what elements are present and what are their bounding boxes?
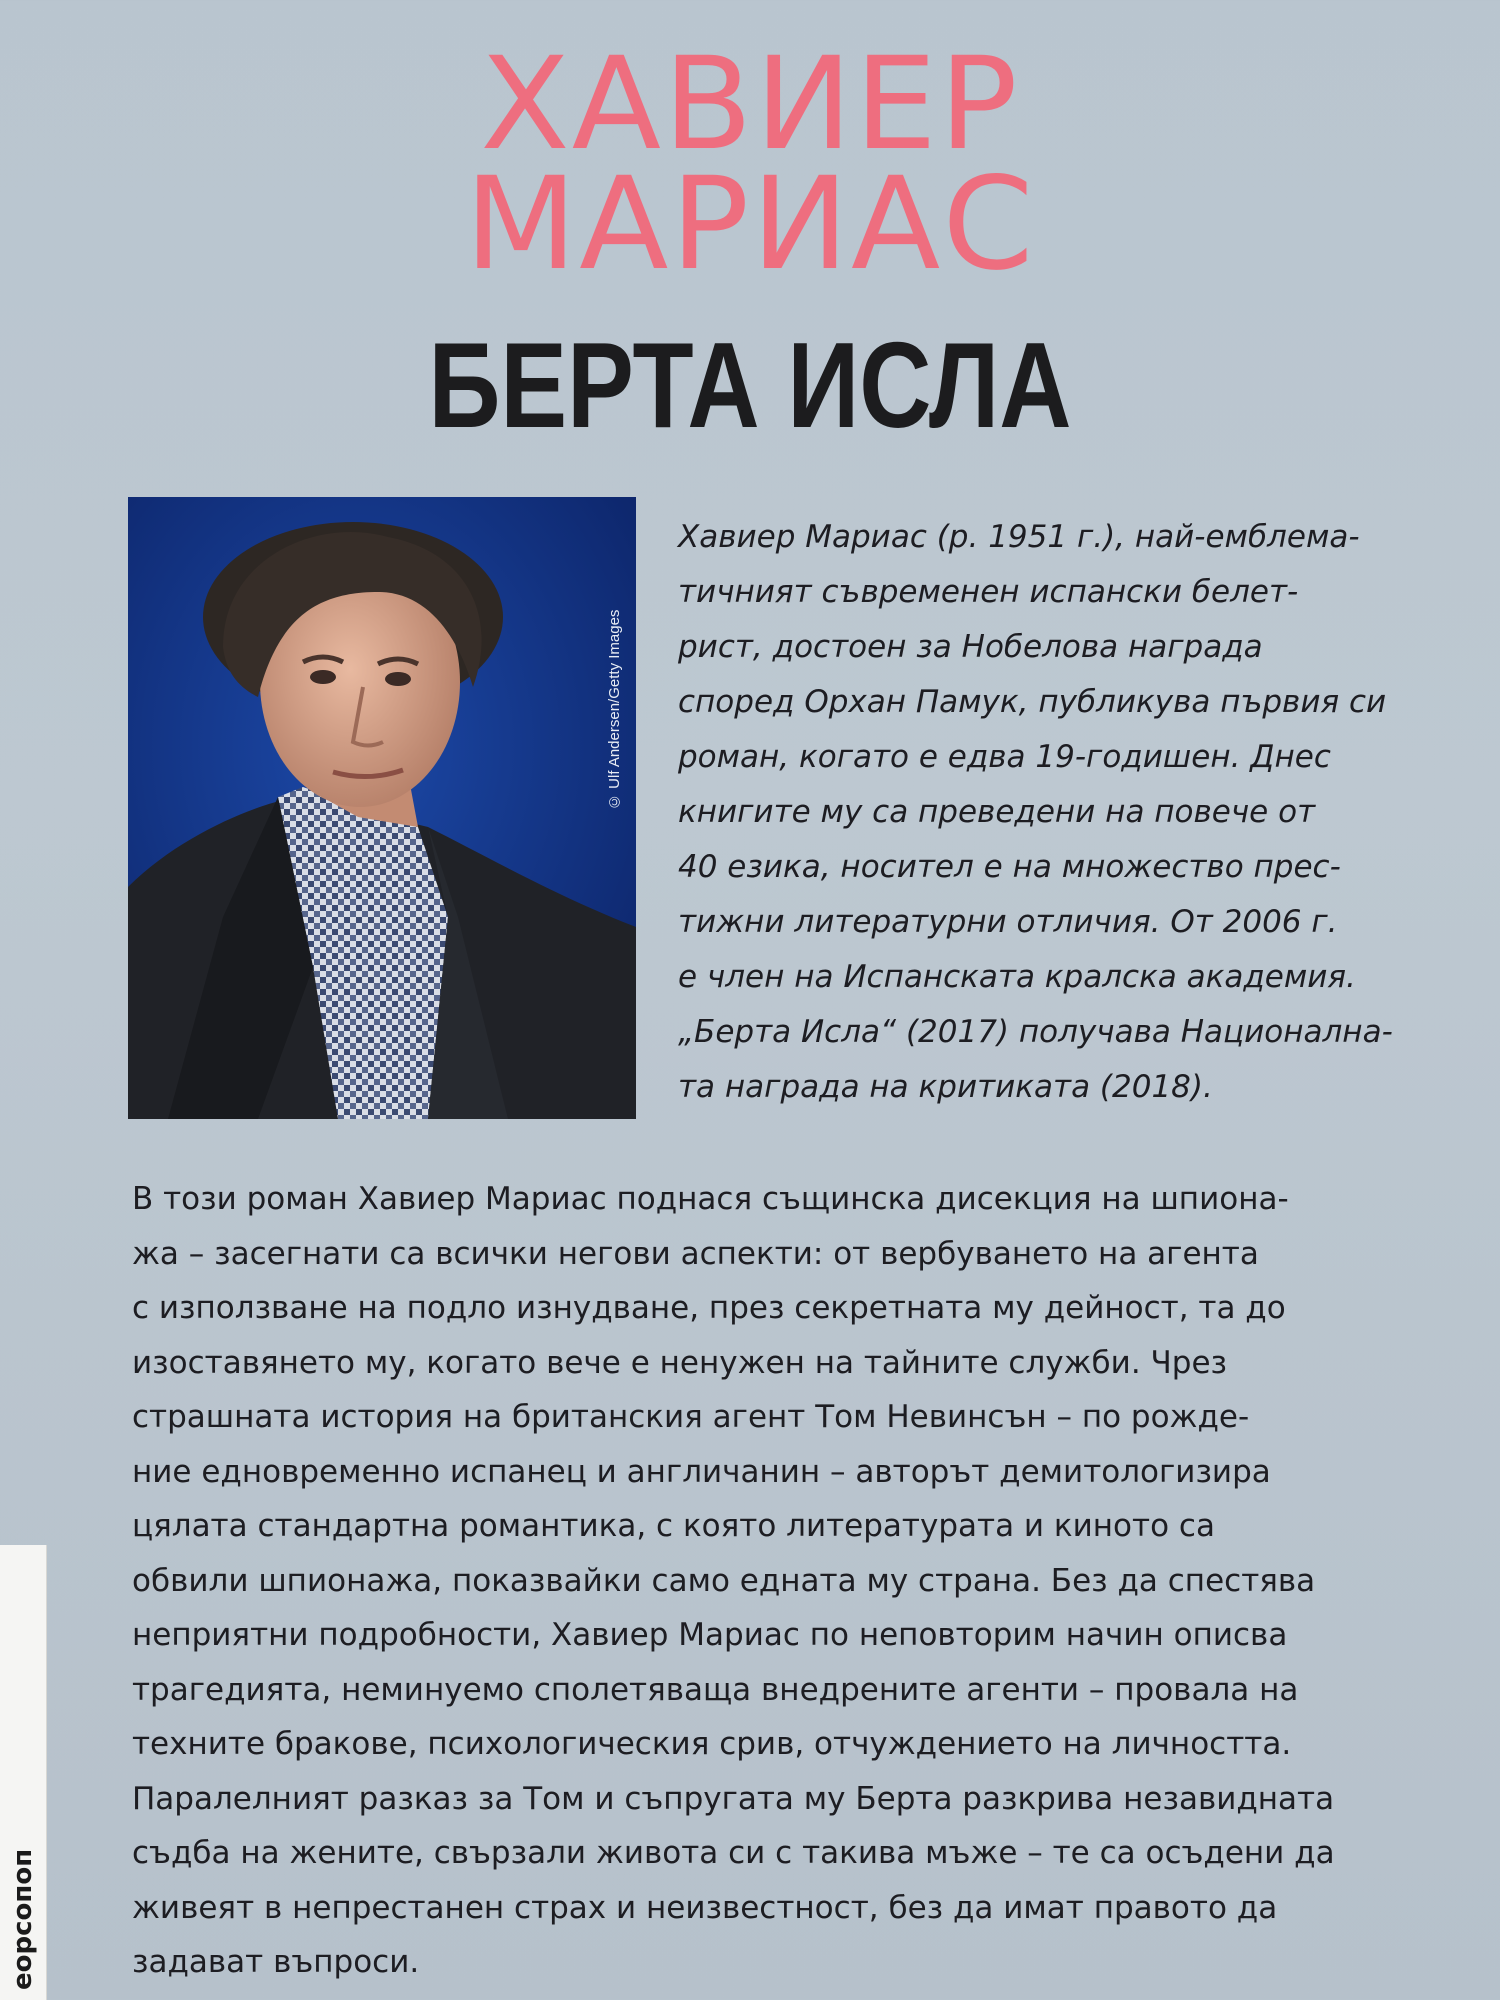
- sticker-text: еорсопоп: [8, 1848, 38, 1990]
- author-photo: [128, 497, 636, 1119]
- author-bio: [678, 510, 1398, 1115]
- author-first-name: ХАВИЕР: [480, 30, 1020, 179]
- description-line: задават въпроси.: [132, 1944, 420, 1980]
- description-line: Паралелният разказ за Том и съпругата му Берта разкрива незавидната: [132, 1780, 1335, 1817]
- bio-line: Хавиер Мариас (р. 1951 г.), най-емблема-: [678, 519, 1360, 555]
- description-line: съдба на жените, свързали живота си с такива мъже – те са осъдени да: [132, 1835, 1335, 1871]
- description-line: страшната история на британския агент Том Невинсън – по рожде-: [132, 1399, 1250, 1435]
- description-line: техните бракове, психологическия срив, отчуждението на личността.: [132, 1726, 1292, 1762]
- description-line: с използване на подло изнудване, през секретната му дейност, та до: [132, 1290, 1286, 1326]
- bio-line: та награда на критиката (2018).: [678, 1069, 1213, 1105]
- photo-credit: © Ulf Andersen/Getty Images: [606, 609, 623, 810]
- bio-line: тижни литературни отличия. От 2006 г.: [678, 904, 1338, 940]
- bio-line: рист, достоен за Нобелова награда: [678, 629, 1263, 665]
- bio-line: книгите му са преведени на повече от: [678, 794, 1316, 830]
- description-line: живеят в непрестанен страх и неизвестност, без да имат правото да: [132, 1889, 1278, 1926]
- description-line: цялата стандартна романтика, с която литературата и киното са: [132, 1508, 1215, 1544]
- description-line: В този роман Хавиер Мариас поднася същинска дисекция на шпиона-: [132, 1181, 1289, 1217]
- book-title: БЕРТА ИСЛА: [428, 317, 1072, 453]
- description-line: изоставянето му, когато вече е ненужен на тайните служби. Чрез: [132, 1344, 1228, 1381]
- book-description: [132, 1172, 1397, 1990]
- bio-line: е член на Испанската кралска академия.: [678, 959, 1356, 995]
- bio-line: тичният съвременен испански белет-: [678, 574, 1299, 610]
- description-line: обвили шпионажа, показвайки само едната му страна. Без да спестява: [132, 1562, 1316, 1599]
- description-line: неприятни подробности, Хавиер Мариас по неповторим начин описва: [132, 1617, 1288, 1653]
- description-line: трагедията, неминуемо сполетяваща внедрените агенти – провала на: [132, 1671, 1299, 1708]
- author-name: [0, 30, 1500, 299]
- bio-line: 40 езика, носител е на множество прес-: [678, 849, 1341, 885]
- bio-line: според Орхан Памук, публикува първия си: [678, 684, 1387, 720]
- description-line: жа – засегнати са всички негови аспекти: от вербуването на агента: [132, 1235, 1259, 1272]
- author-last-name: МАРИАС: [464, 150, 1036, 299]
- bio-line: роман, когато е едва 19-годишен. Днес: [678, 739, 1331, 775]
- description-line: ние едновременно испанец и англичанин – авторът демитологизира: [132, 1453, 1271, 1490]
- bio-line: „Берта Исла“ (2017) получава Национална-: [678, 1014, 1393, 1050]
